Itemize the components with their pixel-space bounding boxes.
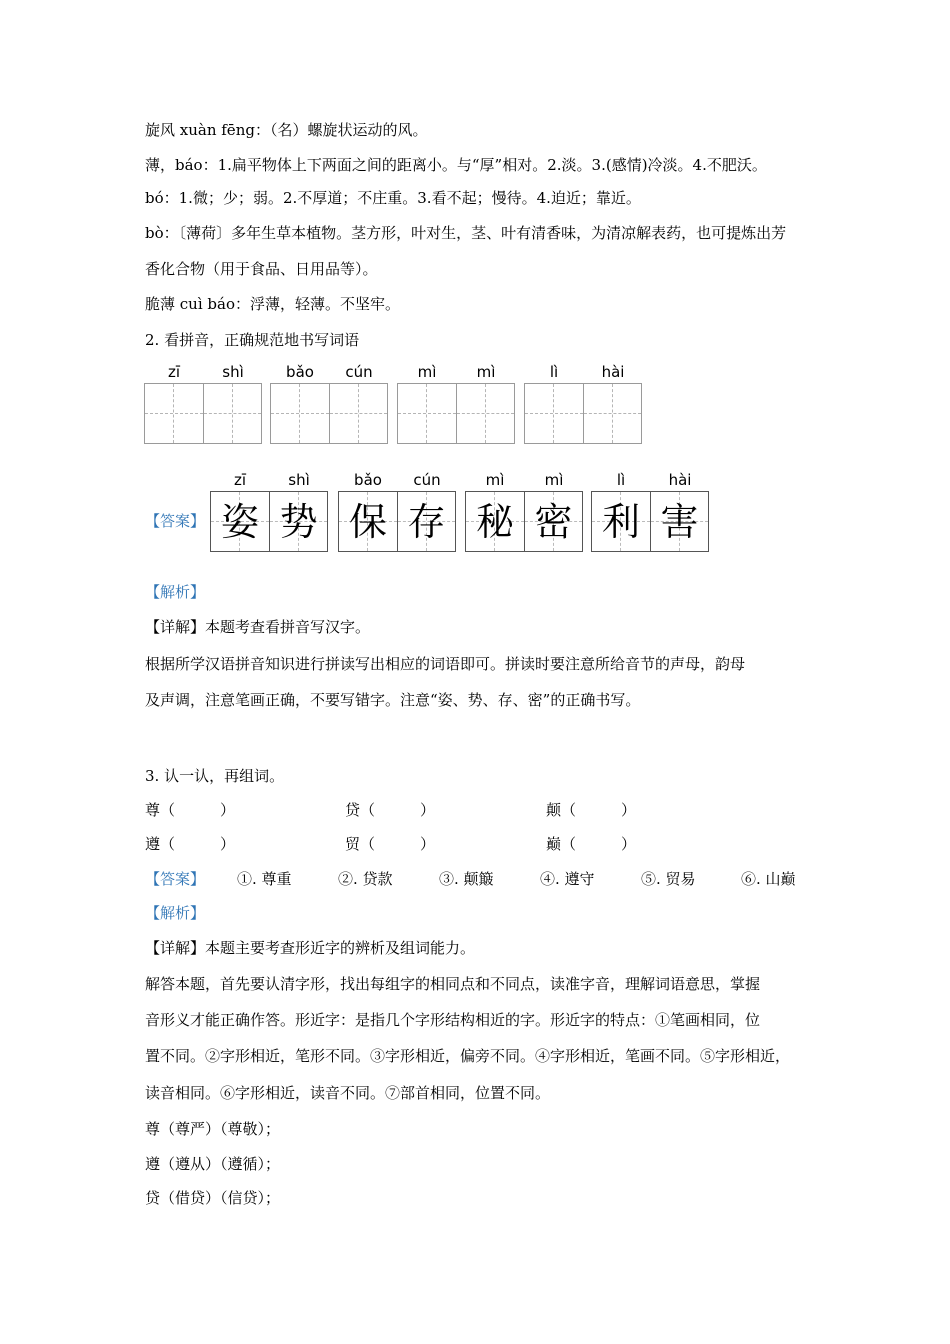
- writing-cell[interactable]: [145, 384, 203, 443]
- answer-character: 密: [534, 499, 573, 544]
- explanation-line: 根据所学汉语拼音知识进行拼读写出相应的词语即可。拼读时要注意所给音节的声母，韵母: [145, 655, 746, 673]
- answer-item: ②. 贷款: [338, 870, 393, 888]
- pinyin-label: mì: [417, 363, 437, 381]
- writing-box-pair: [144, 383, 262, 444]
- answer-cell: [524, 492, 582, 551]
- writing-cell[interactable]: [525, 384, 583, 443]
- writing-box-pair: [524, 383, 642, 444]
- pinyin-label: mì: [544, 471, 564, 489]
- detail-line: 【详解】本题主要考查形近字的辨析及组词能力。: [145, 939, 476, 957]
- answer-label: 【答案】: [145, 870, 206, 888]
- answer-cell: [339, 492, 397, 551]
- answer-cell: [269, 492, 327, 551]
- answer-box-pair: [338, 491, 456, 552]
- pinyin-label: cún: [345, 363, 373, 381]
- writing-cell[interactable]: [583, 384, 641, 443]
- writing-cell[interactable]: [398, 384, 456, 443]
- word-item: 巅（ ）: [546, 835, 637, 853]
- answer-character: 害: [660, 499, 699, 544]
- answer-character: 利: [601, 499, 640, 544]
- writing-cell[interactable]: [203, 384, 261, 443]
- word-item: 贸（ ）: [345, 835, 436, 853]
- answer-box-pair: [465, 491, 583, 552]
- writing-cell[interactable]: [271, 384, 329, 443]
- pinyin-label: bǎo: [286, 363, 314, 381]
- answer-character: 势: [279, 499, 318, 544]
- word-item: 贷（ ）: [345, 801, 436, 819]
- pinyin-label: hài: [668, 471, 692, 489]
- definition-line: 脆薄 cuì báo：浮薄，轻薄。不坚牢。: [145, 295, 400, 313]
- word-item: 尊（ ）: [145, 801, 236, 819]
- pinyin-label: bǎo: [354, 471, 382, 489]
- definition-line: 薄，báo：1.扁平物体上下两面之间的距离小。与“厚”相对。2.淡。3.(感情)冷淡。4.不肥沃。: [145, 156, 767, 174]
- pinyin-label: zī: [167, 363, 181, 381]
- writing-box-pair: [397, 383, 515, 444]
- answer-label: 【答案】: [145, 512, 206, 530]
- example-line: 贷（借贷）（信贷）；: [145, 1189, 281, 1207]
- answer-cell: [650, 492, 708, 551]
- analysis-label: 【解析】: [145, 583, 206, 601]
- analysis-label: 【解析】: [145, 904, 206, 922]
- answer-item: ⑥. 山巅: [741, 870, 796, 888]
- answer-cell: [466, 492, 524, 551]
- question-2-title: 2. 看拼音，正确规范地书写词语: [145, 331, 360, 349]
- explanation-line: 置不同。②字形相近，笔形不同。③字形相近，偏旁不同。④字形相近，笔画不同。⑤字形相近，: [145, 1047, 791, 1065]
- answer-item: ⑤. 贸易: [641, 870, 696, 888]
- answer-cell: [211, 492, 269, 551]
- question-3-title: 3. 认一认，再组词。: [145, 767, 285, 785]
- writing-box-pair: [270, 383, 388, 444]
- writing-cell[interactable]: [456, 384, 514, 443]
- answer-cell: [397, 492, 455, 551]
- pinyin-label: cún: [413, 471, 441, 489]
- answer-item: ④. 遵守: [540, 870, 595, 888]
- word-item: 遵（ ）: [145, 835, 236, 853]
- pinyin-label: hài: [601, 363, 625, 381]
- answer-character: 保: [348, 499, 387, 544]
- answer-character: 姿: [220, 499, 259, 544]
- answer-cell: [592, 492, 650, 551]
- word-item: 颠（ ）: [546, 801, 637, 819]
- answer-character: 秘: [475, 499, 514, 544]
- answer-item: ①. 尊重: [237, 870, 292, 888]
- answer-box-pair: [210, 491, 328, 552]
- pinyin-label: zī: [233, 471, 247, 489]
- pinyin-label: mì: [476, 363, 496, 381]
- pinyin-label: lì: [549, 363, 559, 381]
- definition-line: bó：1.微；少；弱。2.不厚道；不庄重。3.看不起；慢待。4.迫近；靠近。: [145, 189, 641, 207]
- example-line: 尊（尊严）（尊敬）；: [145, 1120, 281, 1138]
- explanation-line: 及声调，注意笔画正确，不要写错字。注意“姿、势、存、密”的正确书写。: [145, 691, 641, 709]
- definition-line: bò：〔薄荷〕多年生草本植物。茎方形，叶对生，茎、叶有清香味，为清凉解表药，也可提炼出芳: [145, 224, 787, 242]
- definition-line: 香化合物（用于食品、日用品等）。: [145, 260, 378, 278]
- explanation-line: 音形义才能正确作答。形近字：是指几个字形结构相近的字。形近字的特点：①笔画相同，位: [145, 1011, 761, 1029]
- answer-character: 存: [407, 499, 446, 544]
- pinyin-label: mì: [485, 471, 505, 489]
- definition-line: 旋风 xuàn fēng：（名）螺旋状运动的风。: [145, 121, 428, 139]
- answer-box-pair: [591, 491, 709, 552]
- detail-line: 【详解】本题考查看拼音写汉字。: [145, 618, 371, 636]
- writing-cell[interactable]: [329, 384, 387, 443]
- explanation-line: 读音相同。⑥字形相近，读音不同。⑦部首相同，位置不同。: [145, 1084, 551, 1102]
- explanation-line: 解答本题，首先要认清字形，找出每组字的相同点和不同点，读准字音，理解词语意思，掌握: [145, 975, 761, 993]
- pinyin-label: shì: [288, 471, 310, 489]
- pinyin-label: shì: [222, 363, 244, 381]
- pinyin-label: lì: [616, 471, 626, 489]
- example-line: 遵（遵从）（遵循）；: [145, 1155, 281, 1173]
- answer-item: ③. 颠簸: [439, 870, 494, 888]
